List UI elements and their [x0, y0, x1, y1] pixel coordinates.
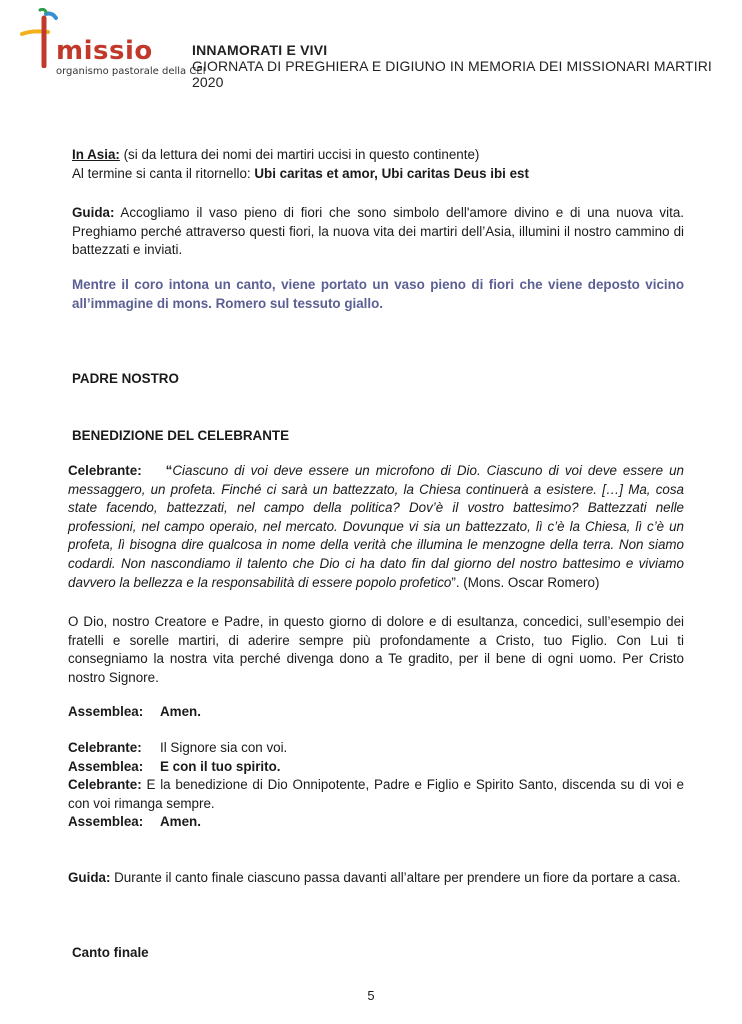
celebrante-label: Celebrante:	[68, 463, 142, 478]
dialogue-block	[68, 739, 684, 832]
canto-finale-heading: Canto finale	[72, 945, 149, 960]
padre-nostro-heading: PADRE NOSTRO	[72, 371, 179, 386]
guida-label: Guida:	[68, 870, 111, 885]
speaker: Celebrante:	[68, 740, 142, 755]
asia-section	[72, 146, 684, 183]
closing-prayer: O Dio, nostro Creatore e Padre, in questo giorno di dolore e di esultanza, concedici, sull’esempio dei fratelli e sorelle martiri, di aderire sempre più profondamente a Cristo, tuo Figlio. Con Lui ti consegniamo la nostra vita perché divenga dono a Te gradito, per il bene di ogni uomo. Per Cristo nostro Signore.	[68, 614, 684, 685]
response: Amen.	[160, 704, 201, 719]
guida-paragraph-2	[68, 869, 684, 888]
quote-attribution: ”. (Mons. Oscar Romero)	[451, 574, 600, 590]
speaker: Assemblea:	[68, 758, 144, 774]
celebrante-quote	[68, 462, 684, 592]
asia-label: In Asia:	[72, 147, 120, 162]
asia-note: (si da lettura dei nomi dei martiri uccisi in questo continente)	[119, 147, 480, 162]
asia-refrain: Ubi caritas et amor, Ubi caritas Deus ibi est	[254, 165, 529, 181]
guida-text: Durante il canto finale ciascuno passa davanti all’altare per prendere un fiore da portare a casa.	[110, 870, 681, 885]
page-number: 5	[367, 988, 375, 1003]
header-title: INNAMORATI E VIVI	[192, 42, 328, 58]
benedizione-heading: BENEDIZIONE DEL CELEBRANTE	[72, 428, 289, 443]
speaker: Celebrante:	[68, 777, 142, 793]
response: Amen.	[160, 814, 201, 830]
romero-quote: Ciascuno di voi deve essere un microfono di Dio. Ciascuno di voi deve essere un messaggero, un profeta. Finché ci sarà un battezzato, la Chiesa continuerà a esistere. […] Ma, cosa state facendo, battezzati, nel campo della politica? Dov’è il vostro battesimo? Battezzati nelle professioni, nel campo operaio, nel mercato. Dovunque vi sia un battezzato, lì c’è la Chiesa, lì c’è un profeta, lì bisogna dire qualcosa in nome della verità che illumina le menzogne della terra. Non siamo codardi. Non nascondiamo il talento che Dio ci ha dato fin dal giorno del nostro battesimo e viviamo davvero la bellezza e la responsabilità di essere popolo profetico	[68, 463, 684, 590]
header-subtitle: GIORNATA DI PREGHIERA E DIGIUNO IN MEMORIA DEI MISSIONARI MARTIRI 2020	[192, 58, 712, 90]
speaker: Assemblea:	[68, 704, 144, 719]
guida-paragraph-1	[72, 204, 684, 260]
logo-subtitle: organismo pastorale della CEI	[56, 66, 206, 77]
dialogue-line	[68, 703, 684, 722]
response: E la benedizione di Dio Onnipotente, Padre e Figlio e Spirito Santo, discenda su di voi e con voi rimanga sempre.	[68, 777, 684, 811]
logo-text: missio	[56, 36, 153, 66]
response: Il Signore sia con voi.	[160, 740, 288, 755]
guida-label: Guida:	[72, 205, 115, 220]
open-quote: “	[165, 463, 173, 478]
response: E con il tuo spirito.	[160, 758, 281, 774]
guida-text: Accogliamo il vaso pieno di fiori che sono simbolo dell'amore divino e di una nuova vita. Preghiamo perché attraverso questi fiori, la nuova vita dei martiri dell’Asia, illumini il nostro cammino di battezzati e inviati.	[72, 205, 684, 258]
asia-line2-prefix: Al termine si canta il ritornello:	[72, 165, 255, 181]
speaker: Assemblea:	[68, 814, 144, 830]
rubric-text: Mentre il coro intona un canto, viene portato un vaso pieno di fiori che viene deposto vicino all’immagine di mons. Romero sul tessuto giallo.	[72, 277, 684, 311]
